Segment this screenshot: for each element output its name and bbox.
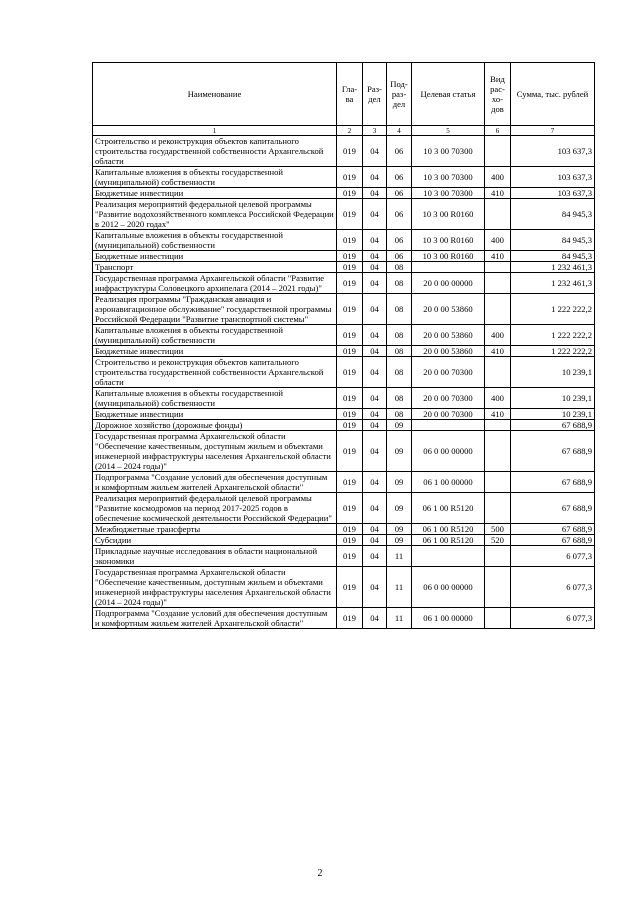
row-glava: 019 (337, 567, 363, 608)
row-podrazdel: 09 (387, 472, 412, 493)
budget-table (92, 62, 595, 629)
row-sum: 67 688,9 (511, 524, 595, 535)
row-sum: 67 688,9 (511, 431, 595, 472)
row-glava: 019 (337, 136, 363, 167)
row-vid (485, 294, 511, 325)
row-vid (485, 546, 511, 567)
row-podrazdel: 11 (387, 546, 412, 567)
row-name: Капитальные вложения в объекты государственной (муниципальной) собственности (93, 388, 337, 409)
row-glava: 019 (337, 388, 363, 409)
row-glava: 019 (337, 199, 363, 230)
row-glava: 019 (337, 420, 363, 431)
row-name: Бюджетные инвестиции (93, 346, 337, 357)
row-podrazdel: 06 (387, 199, 412, 230)
row-vid (485, 608, 511, 629)
row-glava: 019 (337, 273, 363, 294)
row-vid (485, 136, 511, 167)
table-row (93, 608, 595, 629)
row-sum: 84 945,3 (511, 199, 595, 230)
row-vid (485, 493, 511, 524)
row-razdel: 04 (363, 472, 387, 493)
row-target: 20 0 00 00000 (412, 273, 485, 294)
row-vid: 400 (485, 388, 511, 409)
table-row (93, 388, 595, 409)
row-sum: 103 637,3 (511, 167, 595, 188)
table-row (93, 167, 595, 188)
row-glava: 019 (337, 493, 363, 524)
row-target: 10 3 00 70300 (412, 188, 485, 199)
column-number: 3 (363, 126, 387, 136)
row-podrazdel: 08 (387, 294, 412, 325)
row-razdel: 04 (363, 230, 387, 251)
row-glava: 019 (337, 409, 363, 420)
row-target: 10 3 00 R0160 (412, 251, 485, 262)
row-sum: 6 077,3 (511, 608, 595, 629)
row-name: Бюджетные инвестиции (93, 251, 337, 262)
row-podrazdel: 08 (387, 273, 412, 294)
table-row (93, 524, 595, 535)
row-name: Государственная программа Архангельской области "Развитие инфраструктуры Соловецкого архипелага (2014 – 2021 годы)" (93, 273, 337, 294)
row-glava: 019 (337, 431, 363, 472)
row-vid: 400 (485, 167, 511, 188)
row-vid (485, 567, 511, 608)
row-razdel: 04 (363, 409, 387, 420)
row-podrazdel: 11 (387, 567, 412, 608)
row-target: 06 1 00 00000 (412, 608, 485, 629)
row-razdel: 04 (363, 420, 387, 431)
row-glava: 019 (337, 346, 363, 357)
row-razdel: 04 (363, 524, 387, 535)
row-podrazdel: 08 (387, 388, 412, 409)
row-target: 10 3 00 70300 (412, 167, 485, 188)
row-target: 06 0 00 00000 (412, 567, 485, 608)
row-target: 06 1 00 00000 (412, 472, 485, 493)
row-razdel: 04 (363, 188, 387, 199)
row-target: 20 0 00 53860 (412, 325, 485, 346)
row-name: Строительство и реконструкция объектов капитального строительства государственной собственности Архангельской области (93, 357, 337, 388)
row-sum: 1 222 222,2 (511, 346, 595, 357)
header-vid: Вид рас-хо-дов (485, 63, 511, 126)
page-number: 2 (317, 868, 323, 879)
row-sum: 6 077,3 (511, 546, 595, 567)
table-row (93, 199, 595, 230)
row-glava: 019 (337, 357, 363, 388)
table-row (93, 535, 595, 546)
row-target: 06 0 00 00000 (412, 431, 485, 472)
row-razdel: 04 (363, 546, 387, 567)
row-glava: 019 (337, 325, 363, 346)
row-podrazdel: 09 (387, 524, 412, 535)
row-vid: 410 (485, 409, 511, 420)
table-row (93, 357, 595, 388)
row-name: Подпрограмма "Создание условий для обеспечения доступным и комфортным жильем жителей Архангельской области" (93, 472, 337, 493)
row-name: Бюджетные инвестиции (93, 409, 337, 420)
row-podrazdel: 09 (387, 431, 412, 472)
row-razdel: 04 (363, 251, 387, 262)
row-name: Подпрограмма "Создание условий для обеспечения доступным и комфортным жильем жителей Архангельской области" (93, 608, 337, 629)
column-number: 1 (93, 126, 337, 136)
row-vid (485, 357, 511, 388)
row-target: 06 1 00 R5120 (412, 535, 485, 546)
row-name: Межбюджетные трансферты (93, 524, 337, 535)
row-name: Капитальные вложения в объекты государственной (муниципальной) собственности (93, 325, 337, 346)
row-podrazdel: 09 (387, 493, 412, 524)
row-sum: 84 945,3 (511, 251, 595, 262)
row-glava: 019 (337, 535, 363, 546)
table-row (93, 262, 595, 273)
row-vid: 520 (485, 535, 511, 546)
row-glava: 019 (337, 188, 363, 199)
row-razdel: 04 (363, 388, 387, 409)
row-vid: 400 (485, 325, 511, 346)
table-row (93, 325, 595, 346)
table-row (93, 472, 595, 493)
column-number: 7 (511, 126, 595, 136)
row-sum: 10 239,1 (511, 409, 595, 420)
row-target: 10 3 00 70300 (412, 136, 485, 167)
row-target (412, 262, 485, 273)
row-sum: 103 637,3 (511, 188, 595, 199)
row-podrazdel: 08 (387, 262, 412, 273)
row-name: Прикладные научные исследования в области национальной экономики (93, 546, 337, 567)
header-glava: Гла-ва (337, 63, 363, 126)
table-row (93, 251, 595, 262)
row-razdel: 04 (363, 262, 387, 273)
row-glava: 019 (337, 524, 363, 535)
table-row (93, 420, 595, 431)
column-number: 5 (412, 126, 485, 136)
row-name: Государственная программа Архангельской области "Обеспечение качественным, доступным жильем и объектами инженерной инфраструктуры населения Архангельской области (2014 – 2024 годы)" (93, 567, 337, 608)
row-name: Строительство и реконструкция объектов капитального строительства государственной собственности Архангельской области (93, 136, 337, 167)
row-sum: 10 239,1 (511, 357, 595, 388)
table-header (93, 63, 595, 136)
row-podrazdel: 06 (387, 230, 412, 251)
row-target (412, 546, 485, 567)
row-sum: 1 222 222,2 (511, 294, 595, 325)
row-vid: 410 (485, 251, 511, 262)
table-row (93, 294, 595, 325)
row-razdel: 04 (363, 431, 387, 472)
row-razdel: 04 (363, 346, 387, 357)
row-target: 10 3 00 R0160 (412, 199, 485, 230)
row-glava: 019 (337, 472, 363, 493)
column-number: 4 (387, 126, 412, 136)
table-row (93, 546, 595, 567)
row-vid (485, 199, 511, 230)
header-name: Наименование (93, 63, 337, 126)
row-target: 20 0 00 53860 (412, 294, 485, 325)
row-sum: 10 239,1 (511, 388, 595, 409)
row-podrazdel: 08 (387, 357, 412, 388)
row-vid (485, 420, 511, 431)
row-name: Дорожное хозяйство (дорожные фонды) (93, 420, 337, 431)
row-razdel: 04 (363, 167, 387, 188)
row-name: Субсидии (93, 535, 337, 546)
header-target: Целевая статья (412, 63, 485, 126)
row-target: 20 0 00 70300 (412, 388, 485, 409)
row-razdel: 04 (363, 325, 387, 346)
row-podrazdel: 11 (387, 608, 412, 629)
row-sum: 67 688,9 (511, 420, 595, 431)
row-sum: 1 232 461,3 (511, 273, 595, 294)
row-vid (485, 262, 511, 273)
row-name: Капитальные вложения в объекты государственной (муниципальной) собственности (93, 230, 337, 251)
column-number: 2 (337, 126, 363, 136)
row-podrazdel: 06 (387, 167, 412, 188)
header-razdel: Раз-дел (363, 63, 387, 126)
row-razdel: 04 (363, 608, 387, 629)
row-sum: 1 232 461,3 (511, 262, 595, 273)
row-glava: 019 (337, 230, 363, 251)
row-podrazdel: 08 (387, 325, 412, 346)
row-razdel: 04 (363, 199, 387, 230)
table-row (93, 567, 595, 608)
table-row (93, 409, 595, 420)
row-razdel: 04 (363, 535, 387, 546)
row-target: 06 1 00 R5120 (412, 524, 485, 535)
row-target: 06 1 00 R5120 (412, 493, 485, 524)
row-podrazdel: 06 (387, 251, 412, 262)
row-razdel: 04 (363, 567, 387, 608)
row-sum: 67 688,9 (511, 472, 595, 493)
row-target (412, 420, 485, 431)
row-glava: 019 (337, 251, 363, 262)
table-row (93, 493, 595, 524)
row-razdel: 04 (363, 273, 387, 294)
row-name: Реализация программы "Гражданская авиация и аэронавигационное обслуживание" государственной программы Российской Федерации "Развитие транспортной системы" (93, 294, 337, 325)
table-row (93, 188, 595, 199)
row-target: 20 0 00 53860 (412, 346, 485, 357)
row-podrazdel: 06 (387, 136, 412, 167)
row-razdel: 04 (363, 136, 387, 167)
row-podrazdel: 09 (387, 420, 412, 431)
column-number: 6 (485, 126, 511, 136)
row-vid (485, 472, 511, 493)
row-podrazdel: 08 (387, 409, 412, 420)
row-vid: 500 (485, 524, 511, 535)
header-podrazdel: Под-раз-дел (387, 63, 412, 126)
row-glava: 019 (337, 546, 363, 567)
table-row (93, 346, 595, 357)
row-vid: 400 (485, 230, 511, 251)
table-body (93, 136, 595, 629)
header-sum: Сумма, тыс. рублей (511, 63, 595, 126)
row-sum: 6 077,3 (511, 567, 595, 608)
row-name: Транспорт (93, 262, 337, 273)
row-vid (485, 273, 511, 294)
row-name: Капитальные вложения в объекты государственной (муниципальной) собственности (93, 167, 337, 188)
row-glava: 019 (337, 608, 363, 629)
row-name: Бюджетные инвестиции (93, 188, 337, 199)
row-razdel: 04 (363, 357, 387, 388)
row-sum: 67 688,9 (511, 535, 595, 546)
row-glava: 019 (337, 167, 363, 188)
row-vid: 410 (485, 346, 511, 357)
row-glava: 019 (337, 294, 363, 325)
row-sum: 84 945,3 (511, 230, 595, 251)
table-row (93, 230, 595, 251)
row-razdel: 04 (363, 294, 387, 325)
row-sum: 1 222 222,2 (511, 325, 595, 346)
table-row (93, 273, 595, 294)
row-name: Реализация мероприятий федеральной целевой программы "Развитие космодромов на период 2017-2025 годов в обеспечение космической деятельности Российской Федерации" (93, 493, 337, 524)
row-podrazdel: 06 (387, 188, 412, 199)
row-vid (485, 431, 511, 472)
row-podrazdel: 08 (387, 346, 412, 357)
row-name: Реализация мероприятий федеральной целевой программы "Развитие водохозяйственного комплекса Российской Федерации в 2012 – 2020 годах" (93, 199, 337, 230)
table-row (93, 431, 595, 472)
row-sum: 103 637,3 (511, 136, 595, 167)
row-glava: 019 (337, 262, 363, 273)
row-target: 20 0 00 70300 (412, 357, 485, 388)
row-razdel: 04 (363, 493, 387, 524)
row-name: Государственная программа Архангельской области "Обеспечение качественным, доступным жильем и объектами инженерной инфраструктуры населения Архангельской области (2014 – 2024 годы)" (93, 431, 337, 472)
row-target: 10 3 00 R0160 (412, 230, 485, 251)
row-target: 20 0 00 70300 (412, 409, 485, 420)
table-row (93, 136, 595, 167)
row-vid: 410 (485, 188, 511, 199)
row-sum: 67 688,9 (511, 493, 595, 524)
row-podrazdel: 09 (387, 535, 412, 546)
